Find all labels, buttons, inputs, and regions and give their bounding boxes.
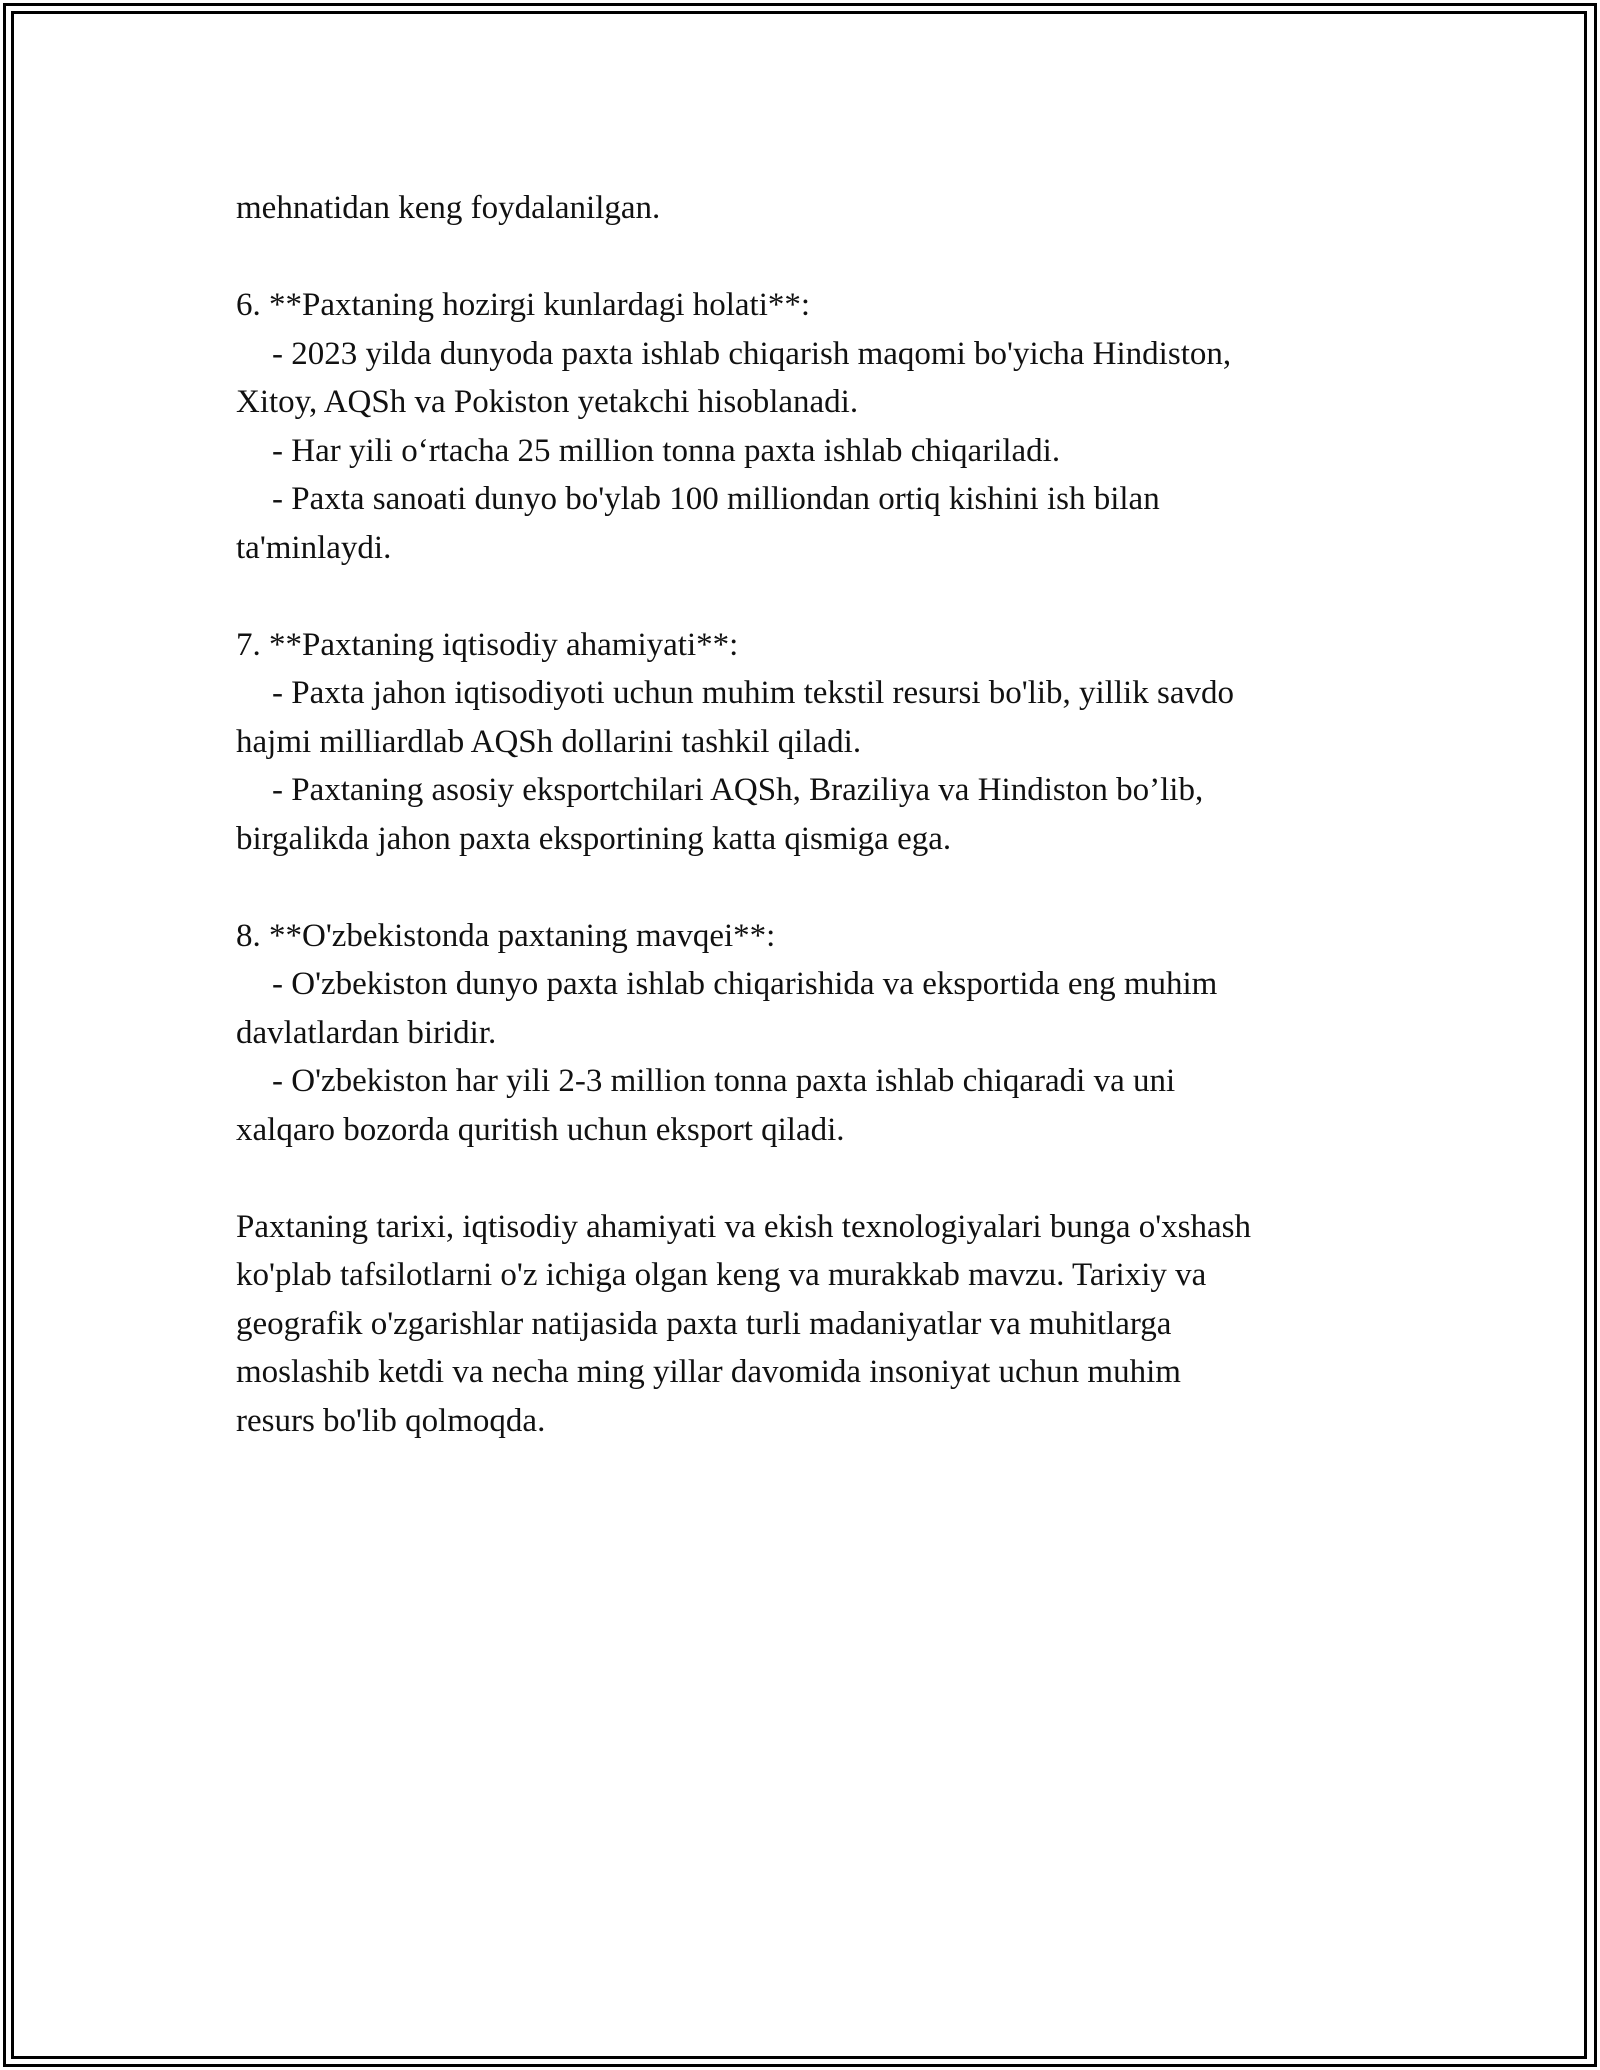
bullet-line: - Paxta sanoati dunyo bo'ylab 100 milliondan ortiq kishini ish bilan [272,481,1160,517]
bullet-line: - Har yili o‘rtacha 25 million tonna paxta ishlab chiqariladi. [272,432,1061,469]
conclusion-line: Paxtaning tarixi, iqtisodiy ahamiyati va ekish texnologiyalari bunga o'xshash [236,1208,1252,1245]
bullet-line: - 2023 yilda dunyoda paxta ishlab chiqarish maqomi bo'yicha Hindiston, [272,335,1232,372]
section-6 [236,281,1386,572]
spacer [236,572,1386,621]
bullet-continuation: davlatlardan biridir. [236,1014,497,1051]
document-body [236,184,1386,1445]
section-heading: 6. **Paxtaning hozirgi kunlardagi holati**: [236,287,811,323]
bullet-continuation: ta'minlaydi. [236,529,392,566]
bullet-continuation: xalqaro bozorda quritish uchun eksport qiladi. [236,1111,845,1148]
bullet-line: - O'zbekiston dunyo paxta ishlab chiqarishida va eksportida eng muhim [272,966,1218,1002]
conclusion-line: resurs bo'lib qolmoqda. [236,1402,546,1439]
section-heading: 8. **O'zbekistonda paxtaning mavqei**: [236,917,776,954]
spacer [236,233,1386,282]
bullet-line: - Paxtaning asosiy eksportchilari AQSh, Braziliya va Hindiston bo’lib, [272,772,1204,808]
bullet-line: - Paxta jahon iqtisodiyoti uchun muhim tekstil resursi bo'lib, yillik savdo [272,675,1234,711]
bullet-continuation: birgalikda jahon paxta eksportining katta qismiga ega. [236,820,952,857]
conclusion-line: moslashib ketdi va necha ming yillar davomida insoniyat uchun muhim [236,1354,1181,1390]
bullet-continuation: hajmi milliardlab AQSh dollarini tashkil qiladi. [236,723,862,760]
section-8 [236,912,1386,1155]
bullet-continuation: Xitoy, AQSh va Pokiston yetakchi hisoblanadi. [236,384,859,420]
bullet-line: - O'zbekiston har yili 2-3 million tonna paxta ishlab chiqaradi va uni [272,1063,1176,1099]
section-heading: 7. **Paxtaning iqtisodiy ahamiyati**: [236,626,739,663]
section-7 [236,621,1386,864]
conclusion-line: ko'plab tafsilotlarni o'z ichiga olgan keng va murakkab mavzu. Tarixiy va [236,1257,1207,1293]
spacer [236,1154,1386,1203]
spacer [236,863,1386,912]
conclusion-paragraph [236,1203,1386,1446]
conclusion-line: geografik o'zgarishlar natijasida paxta turli madaniyatlar va muhitlarga [236,1305,1172,1342]
intro-tail-line: mehnatidan keng foydalanilgan. [236,190,661,226]
